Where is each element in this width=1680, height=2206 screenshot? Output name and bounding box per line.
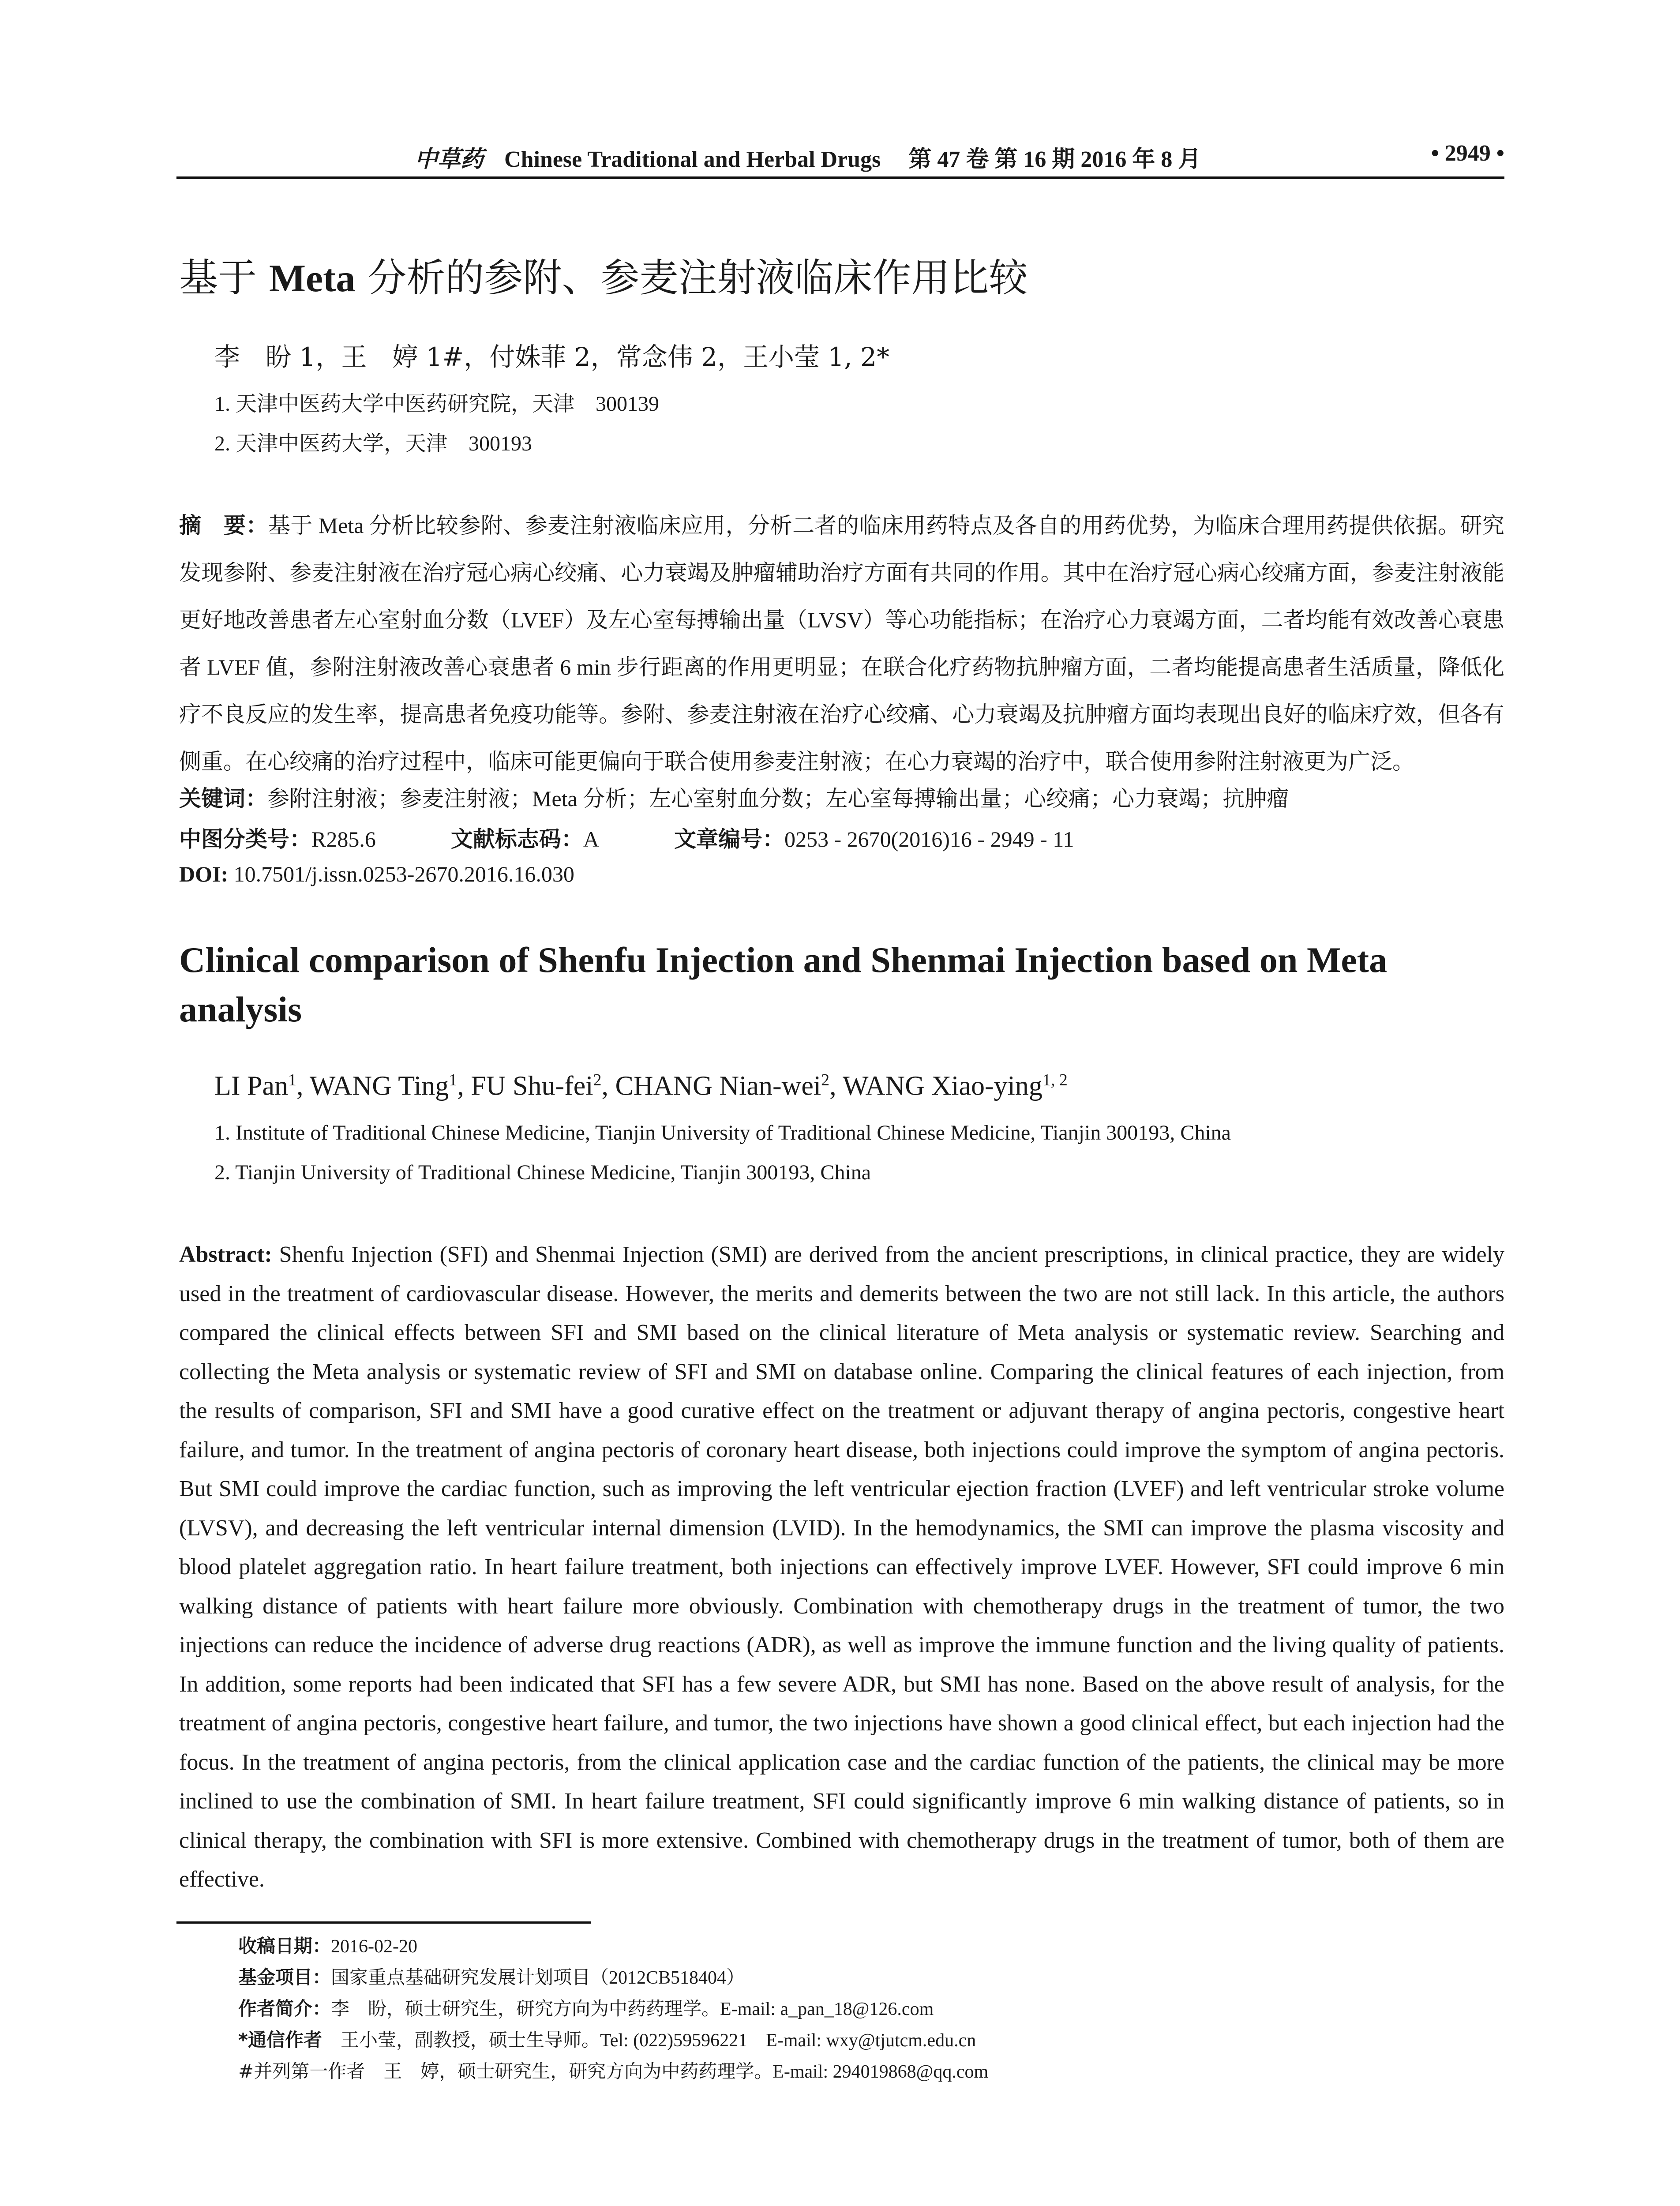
doi-label: DOI: xyxy=(179,862,229,886)
abstract-cn-label: 摘 要： xyxy=(179,513,268,538)
author-en-1: LI Pan xyxy=(214,1071,289,1101)
author-en-3-affil: 2 xyxy=(593,1071,602,1089)
journal-name-cn: 中草药 xyxy=(415,146,484,173)
abstract-en-text: Shenfu Injection (SFI) and Shenmai Injection (SMI) are derived from the ancient prescriptions, in clinical practice, they are widely used in the treatment of cardiovascular disease. However, the merits and demerits between the two are not still lack. In this article, the authors compared the clinical effects between SFI and SMI based on the clinical literature of Meta analysis or systematic review. Searching and collecting the Meta analysis or systematic review of SFI and SMI on database online. Comparing the clinical features of each injection, from the results of comparison, SFI and SMI have a good curative effect on the treatment or adjuvant therapy of angina pectoris, congestive heart failure, and tumor. In the treatment of angina pectoris of coronary heart disease, both injections could improve the symptom of angina pectoris. But SMI could improve the cardiac function, such as improving the left ventricular ejection fraction (LVEF) and left ventricular stroke volume (LVSV), and decreasing the left ventricular internal dimension (LVID). In the hemodynamics, the SMI can improve the plasma viscosity and blood platelet aggregation ratio. In heart failure treatment, both injections can effectively improve LVEF. However, SFI could improve 6 min walking distance of patients with heart failure more obviously. Combination with chemotherapy drugs in the treatment of tumor, the two injections can reduce the incidence of adverse drug reactions (ADR), as well as improve the immune function and the living quality of patients. In addition, some reports had been indicated that SFI has a few severe ADR, but SMI has none. Based on the above result of analysis, for the treatment of angina pectoris, congestive heart failure, and tumor, the two injections have shown a good clinical effect, but each injection had the focus. In the treatment of angina pectoris, from the clinical application case and the cardiac function of the patients, the clinical may be more inclined to use the combination of SMI. In heart failure treatment, SFI could significantly improve 6 min walking distance of patients, so in clinical therapy, the combination with SFI is more extensive. Combined with chemotherapy drugs in the treatment of tumor, both of them are effective. xyxy=(179,1242,1504,1892)
journal-name-en: Chinese Traditional and Herbal Drugs xyxy=(504,147,881,172)
footnote-corresponding xyxy=(238,2025,988,2056)
footnote-label: 作者简介： xyxy=(238,1998,331,2019)
article-number-label: 文章编号： xyxy=(674,826,784,852)
title-cn-latin: Meta xyxy=(269,257,356,300)
authors-cn: 李 盼 1，王 婷 1#，付姝菲 2，常念伟 2，王小莹 1, 2* xyxy=(214,342,890,372)
footnote-text: 2016-02-20 xyxy=(331,1936,417,1957)
affiliation-en-1: 1. Institute of Traditional Chinese Medicine, Tianjin University of Traditional Chinese Medicine, Tianjin 300193, China xyxy=(214,1121,1231,1144)
abstract-cn-text: 基于 Meta 分析比较参附、参麦注射液临床应用，分析二者的临床用药特点及各自的用药优势，为临床合理用药提供依据。研究发现参附、参麦注射液在治疗冠心病心绞痛、心力衰竭及肿瘤辅助治疗方面有共同的作用。其中在治疗冠心病心绞痛方面，参麦注射液能更好地改善患者左心室射血分数（LVEF）及左心室每搏输出量（LVSV）等心功能指标；在治疗心力衰竭方面，二者均能有效改善心衰患者 LVEF 值，参附注射液改善心衰患者 6 min 步行距离的作用更明显；在联合化疗药物抗肿瘤方面，二者均能提高患者生活质量，降低化疗不良反应的发生率，提高患者免疫功能等。参附、参麦注射液在治疗心绞痛、心力衰竭及抗肿瘤方面均表现出良好的临床疗效，但各有侧重。在心绞痛的治疗过程中，临床可能更偏向于联合使用参麦注射液；在心力衰竭的治疗中，联合使用参附注射液更为广泛。 xyxy=(179,513,1504,774)
keywords-cn-label: 关键词： xyxy=(179,786,267,811)
author-en-5-affil: 1, 2 xyxy=(1042,1071,1068,1089)
author-en-4-affil: 2 xyxy=(821,1071,830,1089)
doi-line xyxy=(179,861,574,887)
footnote-fund xyxy=(238,1962,988,1993)
authors-en: LI Pan$^1$, WANG Ting$^1$, FU Shu-fei$^2$, CHANG Nian-wei$^2$, WANG Xiao-ying$^{1, 2}$ xyxy=(214,1071,1068,1101)
footnotes xyxy=(238,1931,988,2087)
footnote-received xyxy=(238,1931,988,1962)
footnote-label: 收稿日期： xyxy=(238,1935,331,1957)
page-number: • 2949 • xyxy=(1431,141,1504,166)
affiliation-en-2: 2. Tianjin University of Traditional Chinese Medicine, Tianjin 300193, China xyxy=(214,1161,871,1184)
header-rule xyxy=(176,176,1504,179)
footnote-label: #并列第一作者 xyxy=(238,2060,365,2082)
journal-issue: 第 47 卷 第 16 期 2016 年 8 月 xyxy=(908,147,1201,172)
author-en-2-affil: 1 xyxy=(449,1071,458,1089)
doc-code-label: 文献标志码： xyxy=(450,826,583,852)
footnote-label: 基金项目： xyxy=(238,1966,331,1988)
author-en-4: CHANG Nian-wei xyxy=(615,1071,821,1101)
abstract-en xyxy=(179,1235,1504,1899)
clc-value: R285.6 xyxy=(311,827,376,852)
journal-header xyxy=(415,140,1201,173)
keywords-cn xyxy=(179,781,1289,813)
author-en-2: WANG Ting xyxy=(309,1071,449,1101)
keywords-cn-text: 参附注射液；参麦注射液；Meta 分析；左心室射血分数；左心室每搏输出量；心绞痛；心力衰竭；抗肿瘤 xyxy=(267,786,1289,811)
affiliation-cn-2: 2. 天津中医药大学，天津 300193 xyxy=(214,432,532,455)
author-en-3: FU Shu-fei xyxy=(471,1071,593,1101)
title-cn-post: 分析的参附、参麦注射液临床作用比较 xyxy=(355,255,1028,300)
article-number-value: 0253 - 2670(2016)16 - 2949 - 11 xyxy=(784,827,1074,852)
title-cn-pre: 基于 xyxy=(179,255,269,300)
footnote-text: 王 婷，硕士研究生，研究方向为中药药理学。E-mail: 294019868@qq.com xyxy=(365,2062,989,2082)
doc-code-value: A xyxy=(583,827,599,852)
footnote-author-bio xyxy=(238,1993,988,2025)
affiliation-cn-1: 1. 天津中医药大学中医药研究院，天津 300139 xyxy=(214,392,660,416)
running-header xyxy=(176,140,1504,175)
footnote-text: 国家重点基础研究发展计划项目（2012CB518404） xyxy=(331,1968,745,1988)
clc-label: 中图分类号： xyxy=(179,826,311,852)
title-en: Clinical comparison of Shenfu Injection and Shenmai Injection based on Meta analysis xyxy=(179,940,1388,1029)
author-en-5: WANG Xiao-ying xyxy=(843,1071,1042,1101)
abstract-cn xyxy=(179,502,1504,785)
doi-value[interactable]: 10.7501/j.issn.0253-2670.2016.16.030 xyxy=(228,862,574,886)
classification-line xyxy=(179,822,1074,853)
footnote-text: 李 盼，硕士研究生，研究方向为中药药理学。E-mail: a_pan_18@126.com xyxy=(331,1999,934,2019)
abstract-en-label: Abstract: xyxy=(179,1242,272,1267)
footnote-co-first xyxy=(238,2056,988,2087)
title-cn xyxy=(179,247,1028,303)
author-en-1-affil: 1 xyxy=(288,1071,297,1089)
footnote-text: 王小莹，副教授，硕士生导师。Tel: (022)59596221 E-mail: wxy@tjutcm.edu.cn xyxy=(322,2030,976,2051)
footnote-rule xyxy=(176,1921,591,1924)
footnote-label: *通信作者 xyxy=(238,2029,322,2051)
